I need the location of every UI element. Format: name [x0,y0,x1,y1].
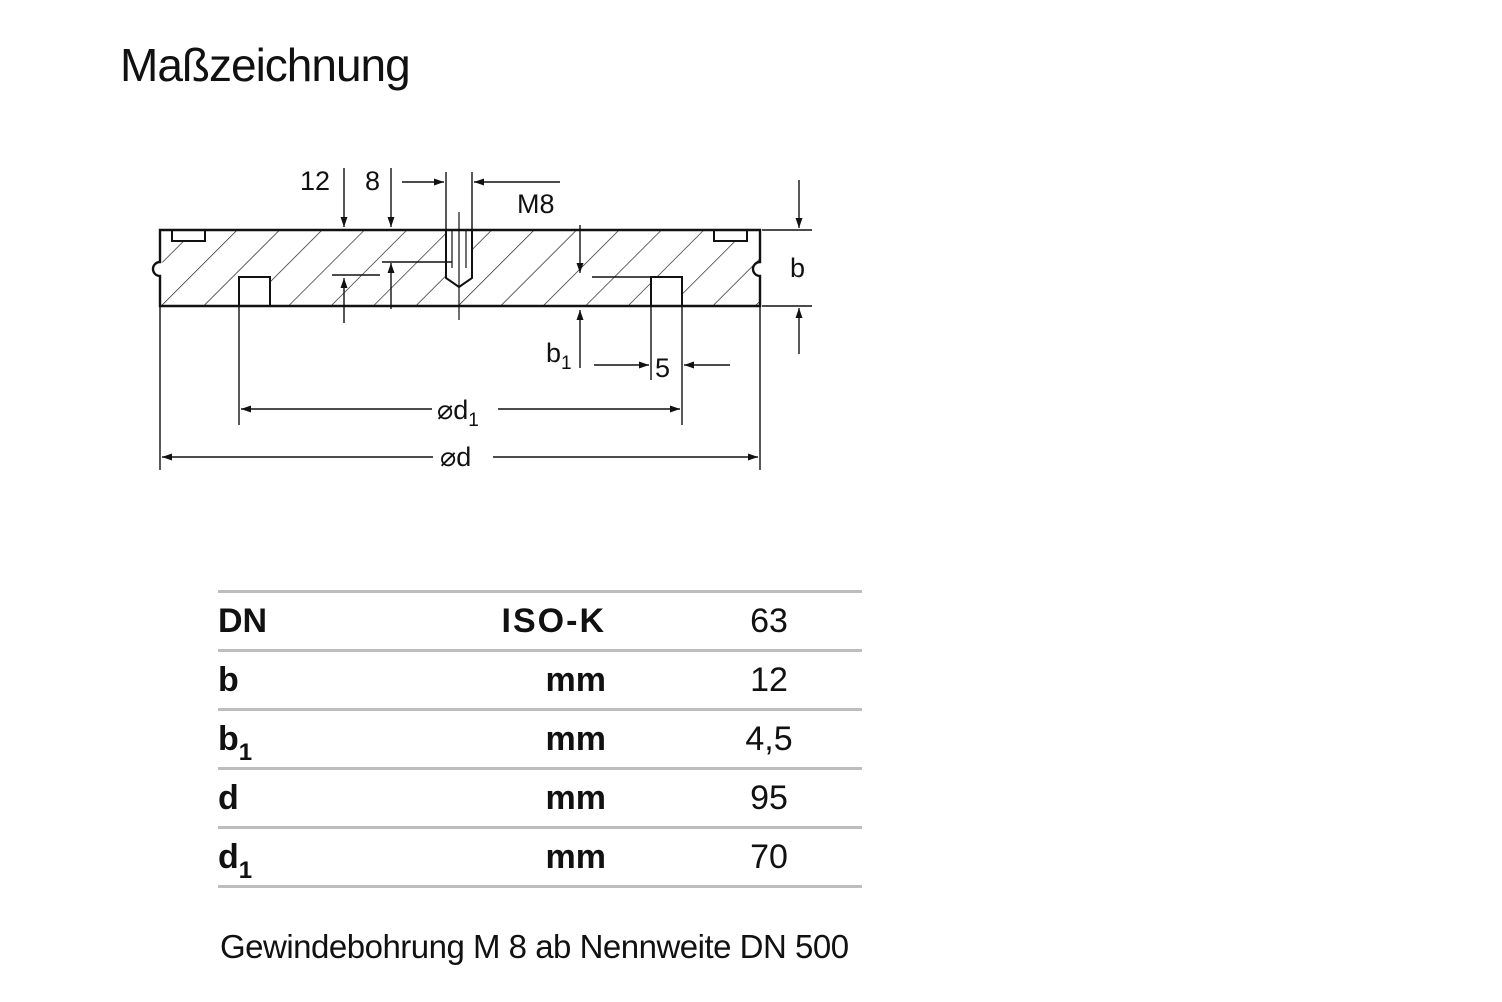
table-header-row [218,592,862,651]
header-param: DN [218,592,388,651]
dim-label-d: ⌀d [440,442,472,472]
header-unit: ISO-K [388,592,606,651]
footnote: Gewindebohrung M 8 ab Nennweite DN 500 [220,928,849,965]
row-unit: mm [388,710,606,769]
table-row [218,651,862,710]
dim-label-b: b [790,253,806,283]
spec-table [218,590,862,888]
row-unit: mm [388,651,606,710]
row-param: $b_1$ [218,710,388,769]
row-value: 70 [606,828,862,887]
dim-label-5: 5 [655,353,671,383]
dim-label-b1: $b_1$ [546,338,572,374]
dimension-lines [160,168,812,470]
table-row [218,710,862,769]
flange-section [153,212,760,320]
page-title: Maßzeichnung [120,39,410,91]
header-value: 63 [606,592,862,651]
dim-label-m8: M8 [517,189,555,219]
dim-label-8: 8 [365,166,381,196]
row-param: $d_1$ [218,828,388,887]
row-value: 12 [606,651,862,710]
row-value: 4,5 [606,710,862,769]
dim-label-12: 12 [300,166,331,196]
row-unit: mm [388,828,606,887]
row-param: d [218,769,388,828]
table-row [218,769,862,828]
dim-label-d1: $⌀d_1$ [437,395,479,431]
row-param: b [218,651,388,710]
row-value: 95 [606,769,862,828]
table-row [218,828,862,887]
row-unit: mm [388,769,606,828]
